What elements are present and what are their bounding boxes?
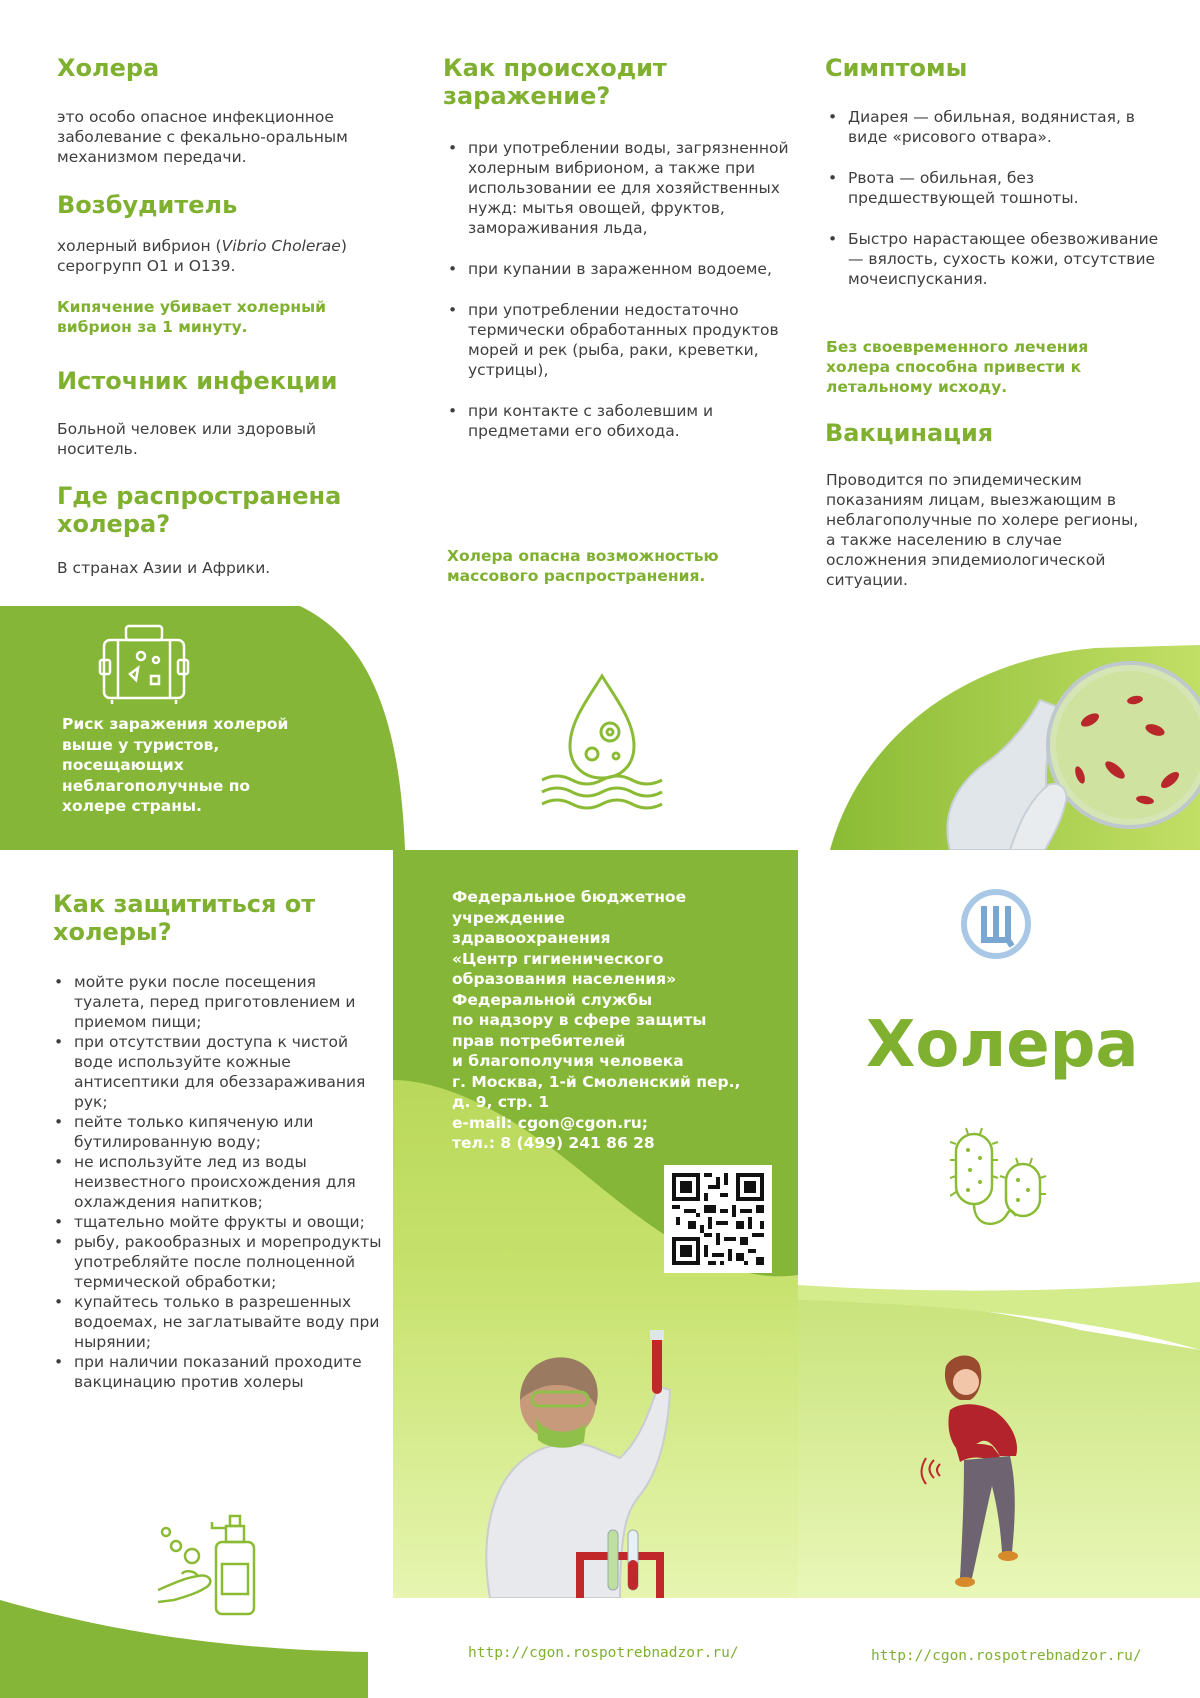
vaccination-text: Проводится по эпидемическим показаниям лицам, выезжающим в неблагополучные по холере регионы, а также населению в случае осложнения эпидемиологической ситуации. [826, 471, 1139, 589]
protect-item: • при отсутствии доступа к чистой воде используйте кожные антисептики для обеззараживания рук; [74, 1032, 390, 1112]
spread-heading: Где распространена холера? [57, 482, 342, 538]
protect-heading: Как защититься от холеры? [53, 890, 316, 946]
protect-item: • мойте руки после посещения туалета, перед приготовлением и приемом пищи; [74, 972, 390, 1032]
treatment-warning: Без своевременного лечения холера способна привести к летальному исходу. [826, 338, 1089, 396]
bacteria-icon [950, 1124, 1050, 1234]
org-info [452, 887, 782, 1154]
infection-item: • при купании в зараженном водоеме, [468, 259, 803, 279]
tourist-risk-text: Риск заражения холерой выше у туристов, посещающих неблагополучные по холере страны. [62, 715, 289, 815]
org-phone: тел.: 8 (499) 241 86 28 [452, 1134, 655, 1152]
symptom-item: • Диарея — обильная, водянистая, в виде «рисового отвара». [848, 107, 1178, 147]
org-line: прав потребителей [452, 1031, 626, 1050]
suitcase-icon [96, 616, 192, 706]
cholera-definition: это особо опасное инфекционное заболевание с фекально-оральным механизмом передачи. [57, 108, 348, 166]
boiling-note: Кипячение убивает холерный вибрион за 1 минуту. [57, 298, 326, 336]
protect-item: • рыбу, ракообразных и морепродукты употребляйте после полноценной термической обработки; [74, 1232, 390, 1292]
scientist-illustration [470, 1330, 730, 1598]
org-line: «Центр гигиенического [452, 949, 664, 968]
footer-link-middle[interactable]: http://cgon.rospotrebnadzor.ru/ [468, 1645, 739, 1661]
org-line: здравоохранения [452, 929, 611, 947]
org-line: Федеральное бюджетное [452, 888, 687, 906]
infection-item: • при контакте с заболевшим и предметами его обихода. [468, 401, 803, 441]
symptoms-heading: Симптомы [825, 54, 968, 82]
vaccination-heading: Вакцинация [825, 419, 994, 447]
infection-item: • при употреблении недостаточно термически обработанных продуктов морей и рек (рыба, раки, креветки, устрицы), [468, 300, 803, 380]
protect-item: • не используйте лед из воды неизвестного происхождения для охлаждения напитков; [74, 1152, 390, 1212]
footer-link-right[interactable]: http://cgon.rospotrebnadzor.ru/ [871, 1648, 1142, 1664]
org-line: по надзору в сфере защиты [452, 1011, 707, 1029]
symptom-item: • Быстро нарастающее обезвоживание — вялость, сухость кожи, отсутствие мочеиспускания. [848, 229, 1178, 289]
org-line: Федеральной службы [452, 990, 653, 1009]
pathogen-text: холерный вибрион (Vibrio Cholerae) серогрупп О1 и О139. [57, 237, 347, 275]
qr-code[interactable] [664, 1165, 772, 1273]
infection-list [446, 138, 803, 441]
org-line: г. Москва, 1-й Смоленский пер., [452, 1072, 741, 1091]
petri-dish-illustration [930, 660, 1200, 850]
infection-item: • при употреблении воды, загрязненной холерным вибрионом, а также при использовании ее для хозяйственных нужд: мытья овощей, фруктов, замораживания льда, [468, 138, 803, 238]
protect-item: • купайтесь только в разрешенных водоемах, не заглатывайте воду при нырянии; [74, 1292, 390, 1352]
infection-heading: Как происходит заражение? [443, 54, 667, 110]
symptoms-list [826, 107, 1178, 289]
symptom-item: • Рвота — обильная, без предшествующей тошноты. [848, 168, 1178, 208]
cgon-logo [960, 888, 1032, 960]
org-line: и благополучия человека [452, 1052, 684, 1070]
qr-code-image [664, 1165, 772, 1273]
sick-woman-illustration [920, 1352, 1040, 1598]
source-text: Больной человек или здоровый носитель. [57, 420, 317, 458]
water-drop-icon [532, 670, 672, 812]
org-line: образования населения» [452, 970, 677, 988]
pathogen-latin-name: Vibrio Cholerae [221, 237, 341, 255]
mass-spread-note: Холера опасна возможностью массового распространения. [447, 547, 719, 585]
org-line: учреждение [452, 908, 565, 927]
org-line: д. 9, стр. 1 [452, 1093, 550, 1111]
pathogen-heading: Возбудитель [57, 191, 238, 219]
spread-text: В странах Азии и Африки. [57, 559, 271, 577]
protect-list [52, 972, 390, 1392]
source-heading: Источник инфекции [57, 367, 338, 395]
org-email[interactable]: e-mail: cgon@cgon.ru; [452, 1113, 648, 1132]
protect-item: • тщательно мойте фрукты и овощи; [74, 1212, 390, 1232]
protect-item: • пейте только кипяченую или бутилированную воду; [74, 1112, 390, 1152]
hand-washing-icon [154, 1512, 264, 1618]
cover-title: Холера [866, 1008, 1139, 1082]
cholera-heading: Холера [57, 54, 160, 82]
protect-item: • при наличии показаний проходите вакцинацию против холеры [74, 1352, 390, 1392]
